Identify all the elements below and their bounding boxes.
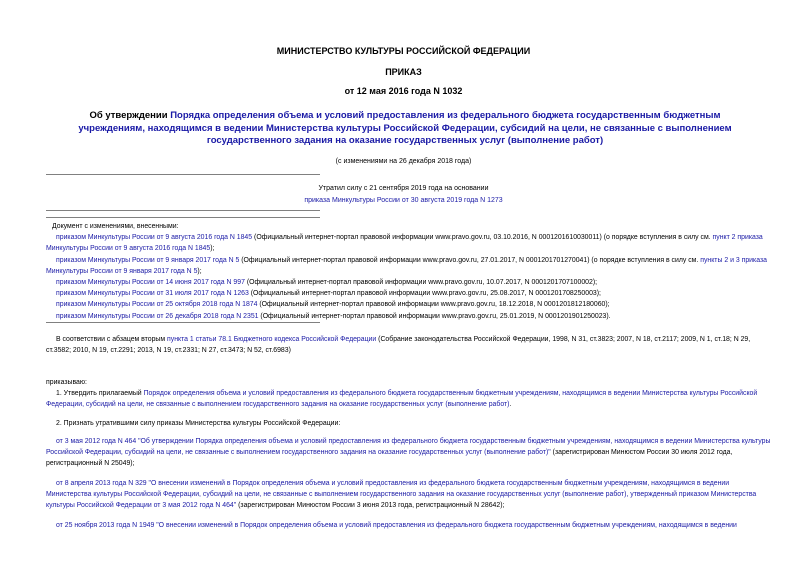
title-link[interactable]: Порядка определения объема и условий предоставления из федерального бюджета государственным бюджетным учреждениям, находящимся в ведении Министерства культуры Российской Федерации, субсидий на цели, не связанные с выполнением государственного задания на оказание государственных услуг (выполнение работ)	[78, 110, 732, 146]
paragraph-2b	[46, 478, 771, 512]
budget-code-link[interactable]: пункта 1 статьи 78.1 Бюджетного кодекса Российской Федерации	[167, 336, 377, 343]
amendment-text: (Официальный интернет-портал правовой информации www.pravo.gov.ru, 18.12.2018, N 0001201812180060);	[257, 301, 610, 309]
amendment-end: );	[210, 245, 215, 253]
amendment-end: );	[197, 267, 202, 275]
paragraph-2c	[46, 520, 771, 532]
basis-citation: (Собрание законодательства Российской Федерации, 1998, N 31, ст.3823; 2007, N 18, ст.2117; 2009, N 1, ст.18; N 29, ст.3582; 2010, N 19, ст.2291; 2013, N 19, ст.2331; N 27, ст.3473; N 52, ст.6983)	[46, 336, 751, 355]
amendment-item	[46, 277, 771, 288]
amendment-order-link[interactable]: приказа Минкультуры России от 9 августа 2016 года N 1845	[46, 234, 763, 253]
amendment-item	[46, 299, 771, 310]
amendment-text: (Официальный интернет-портал правовой информации www.pravo.gov.ru, 10.07.2017, N 0001201707100002);	[244, 279, 598, 287]
basis-text: В соответствии с абзацем вторым	[56, 336, 168, 343]
basis-paragraph	[46, 334, 771, 356]
amendment-link[interactable]: приказом Минкультуры России от 25 октября 2018 года N 1874	[56, 301, 258, 309]
amendment-link[interactable]: приказом Минкультуры России от 9 января 2017 года N 5	[56, 256, 240, 264]
p2a-text: (зарегистрирован Минюстом России 30 июля 2012 года, регистрационный N 25049);	[46, 449, 733, 468]
amendments-block	[46, 221, 771, 322]
amendment-text: (Официальный интернет-портал правовой информации www.pravo.gov.ru, 03.10.2016, N 0001201610030011) (о порядке вступления в силу см.	[252, 234, 713, 242]
doc-type: ПРИКАЗ	[385, 67, 422, 77]
order-1949-link[interactable]: от 25 ноября 2013 года N 1949 "О внесении изменений в Порядок определения объема и условий предоставления из федерального бюджета государственным бюджетным учреждениям, находящимся в ведении	[56, 522, 737, 529]
amendment-link[interactable]: приказом Минкультуры России от 26 декабря 2018 года N 2351	[56, 312, 259, 320]
ministry-name: МИНИСТЕРСТВО КУЛЬТУРЫ РОССИЙСКОЙ ФЕДЕРАЦИИ	[276, 46, 531, 56]
p1-end: .	[509, 401, 512, 409]
amendments-heading: Документ с изменениями, внесенными:	[52, 223, 179, 230]
amendment-text: (Официальный интернет-портал правовой информации www.pravo.gov.ru, 25.08.2017, N 0001201708250003);	[248, 290, 601, 298]
divider	[46, 322, 320, 323]
amendment-text: (Официальный интернет-портал правовой информации www.pravo.gov.ru, 25.01.2019, N 0001201901250023).	[258, 312, 611, 320]
lost-force-line: Утратил силу с 21 сентября 2019 года на основании	[318, 185, 489, 192]
lost-force-link[interactable]: приказа Минкультуры России от 30 августа 2019 года N 1273	[304, 197, 503, 204]
p1-text: 1. Утвердить прилагаемый	[56, 390, 144, 397]
amendment-text: (Официальный интернет-портал правовой информации www.pravo.gov.ru, 27.01.2017, N 0001201701270041) (о порядке вступления в силу см.	[239, 256, 701, 264]
amendment-point-link[interactable]: пункты 2 и 3	[700, 256, 740, 264]
paragraph-2a	[46, 436, 771, 470]
amendment-link[interactable]: приказом Минкультуры России от 14 июня 2017 года N 997	[56, 279, 245, 287]
doc-date-number: от 12 мая 2016 года N 1032	[344, 86, 463, 96]
amendment-link[interactable]: приказом Минкультуры России от 9 августа 2016 года N 1845	[56, 234, 253, 242]
amendment-item	[46, 255, 771, 277]
amendment-item	[46, 288, 771, 299]
order-464-link[interactable]: от 3 мая 2012 года N 464 "Об утверждении Порядка определения объема и условий предоставления из федерального бюджета государственным бюджетным учреждениям, находящимся в ведении Министерства культуры Российской Федерации, субсидий на цели, не связанные с выполнением государственного задания на оказание государственных услуг (выполнение работ)"	[46, 438, 771, 457]
divider	[46, 210, 320, 211]
amendment-item	[46, 311, 771, 322]
title-prefix: Об утверждении	[89, 110, 171, 121]
amendment-link[interactable]: приказом Минкультуры России от 31 июля 2017 года N 1263	[56, 290, 249, 298]
amendment-item	[46, 232, 771, 254]
order-word: приказываю:	[46, 379, 87, 386]
p2-text: 2. Признать утратившими силу приказы Министерства культуры Российской Федерации:	[56, 420, 341, 427]
order-329-link[interactable]: от 8 апреля 2013 года N 329 "О внесении изменений в Порядок определения объема и условий предоставления из федерального бюджета государственным бюджетным учреждениям, находящимся в ведении Министерства культуры Российской Федерации, субсидий на цели, не связанные с выполнением государственного задания на оказание государственных услуг (выполнение работ), утвержденный приказом Министерства культуры Российской Федерации от 3 мая 2012 года N 464"	[46, 480, 757, 510]
p2b-text: (зарегистрирован Минюстом России 3 июня 2013 года, регистрационный N 28642);	[236, 502, 505, 510]
divider	[46, 174, 320, 175]
procedure-link[interactable]: Порядок определения объема и условий предоставления из федерального бюджета государственным бюджетным учреждениям, находящимся в ведении Министерства культуры Российской Федерации, субсидий на цели, не связанные с выполнением государственного задания на оказание государственных услуг (выполнение работ)	[46, 390, 758, 409]
paragraph-2	[46, 418, 771, 429]
amendment-point-link[interactable]: пункт 2	[712, 234, 736, 242]
paragraph-1	[46, 388, 771, 410]
document-title	[60, 110, 750, 148]
amendment-order-link[interactable]: приказа Минкультуры России от 9 января 2017 года N 5	[46, 256, 767, 275]
divider	[46, 217, 320, 218]
changes-note: (с изменениями на 26 декабря 2018 года)	[335, 158, 472, 165]
